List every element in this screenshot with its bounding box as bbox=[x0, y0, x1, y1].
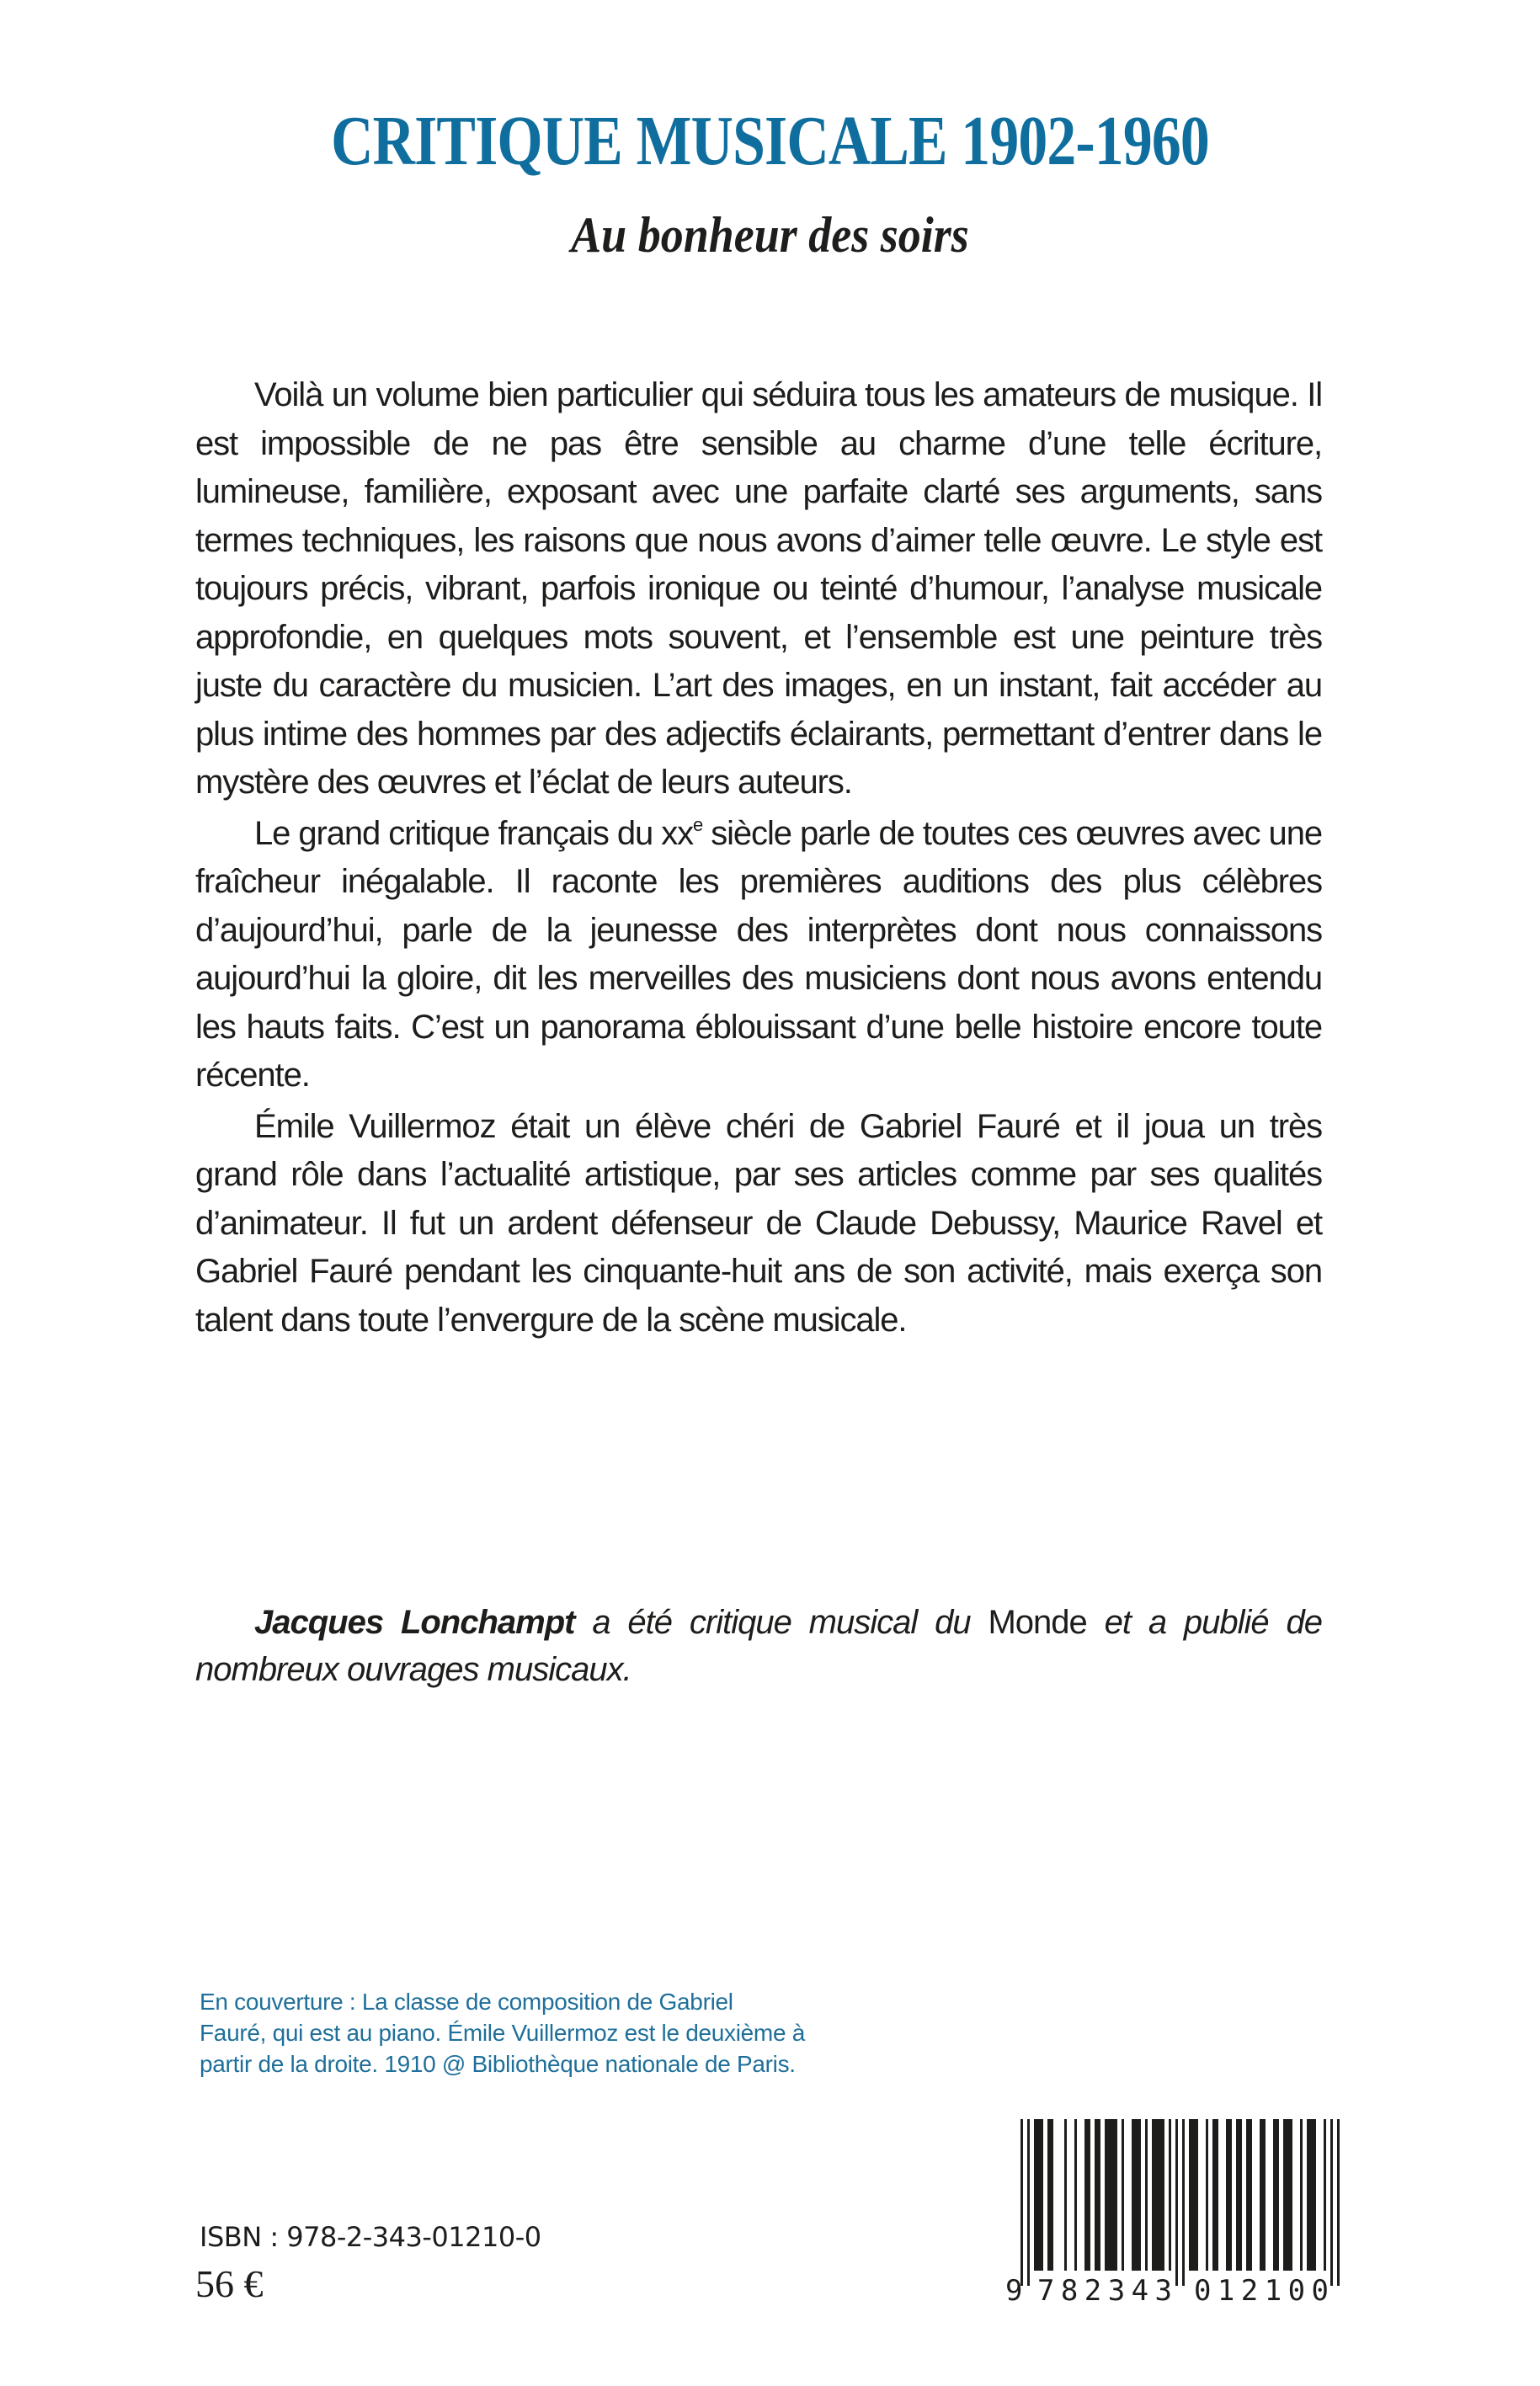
book-subtitle: Au bonheur des soirs bbox=[571, 207, 969, 263]
author-note-text-1: a été critique musical du bbox=[574, 1604, 988, 1641]
barcode-left-digits: 782343 bbox=[1037, 2274, 1172, 2308]
isbn-label: ISBN : 978-2-343-01210-0 bbox=[200, 2221, 541, 2253]
barcode-graphic bbox=[987, 2113, 1349, 2315]
cover-caption-line-3: partir de la droite. 1910 @ Bibliothèque nationale de Paris. bbox=[200, 2051, 796, 2077]
ean13-barcode bbox=[987, 2113, 1349, 2315]
price-label: 56 € bbox=[195, 2262, 264, 2305]
newspaper-name: Monde bbox=[988, 1604, 1087, 1641]
blurb-paragraph-2 bbox=[195, 810, 1322, 1100]
blurb-paragraph-3: Émile Vuillermoz était un élève chéri de Gabriel Fauré et il joua un très grand rôle dans l’actualité artistique, par ses articles comme par ses qualités d’animateur. Il fut un ardent défenseur de Claude Debussy, Maurice Ravel et Gabriel Fauré pendant les cinquante-huit ans de son activité, mais exerça son talent dans toute l’envergure de la scène musicale. bbox=[195, 1107, 1322, 1339]
author-note-text-2: et a publié de nombreux ouvrages musicaux. bbox=[195, 1604, 1323, 1688]
cover-caption-line-1: En couverture : La classe de composition de Gabriel bbox=[200, 1989, 733, 2015]
author-name: Jacques Lonchampt bbox=[254, 1604, 575, 1641]
blurb-paragraph-1: Voilà un volume bien particulier qui séduira tous les amateurs de musique. Il est impossible de ne pas être sensible au charme d’une telle écriture, lumineuse, familière, exposant avec une parfaite clarté ses arguments, sans termes techniques, les raisons que nous avons d’aimer telle œuvre. Le style est toujours précis, vibrant, parfois ironique ou teinté d’humour, l’analyse musicale approfondie, en quelques mots souvent, et l’ensemble est une peinture très juste du caractère du musicien. L’art des images, en un instant, fait accéder au plus intime des hommes par des adjectifs éclairants, permettant d’entrer dans le mystère des œuvres et l’éclat de leurs auteurs. bbox=[195, 376, 1322, 801]
barcode-first-digit: 9 bbox=[1005, 2274, 1023, 2308]
century-ordinal-superscript: e bbox=[693, 813, 703, 835]
book-title: CRITIQUE MUSICALE 1902-1960 bbox=[331, 102, 1209, 180]
barcode-right-digits: 012100 bbox=[1194, 2274, 1329, 2308]
blurb-paragraph-2-start: Le grand critique français du xx bbox=[254, 814, 693, 852]
back-cover-blurb bbox=[195, 371, 1322, 1347]
author-note-paragraph bbox=[195, 1599, 1322, 1693]
blurb-paragraph-2-rest: siècle parle de toutes ces œuvres avec une fraîcheur inégalable. Il raconte les premières auditions des plus célèbres d’aujourd’hui, parle de la jeunesse des interprètes dont nous connaissons aujourd’hui la gloire, dit les merveilles des musiciens dont nous avons entendu les hauts faits. C’est un panorama éblouissant d’une belle histoire encore toute récente. bbox=[195, 814, 1322, 1094]
cover-caption bbox=[200, 1986, 957, 2080]
cover-caption-line-2: Fauré, qui est au piano. Émile Vuillermoz est le deuxième à bbox=[200, 2020, 805, 2046]
author-note bbox=[195, 1599, 1322, 1693]
